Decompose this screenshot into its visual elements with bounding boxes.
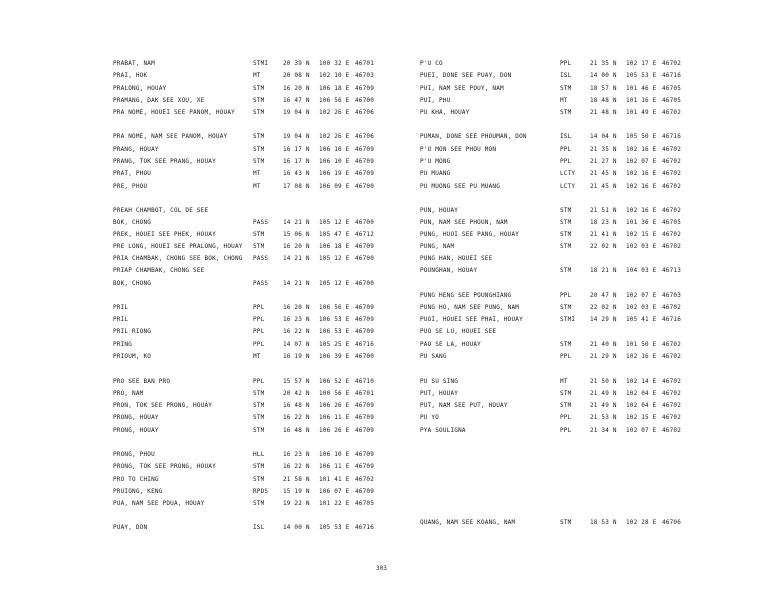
map-code: 46709 <box>355 304 375 311</box>
longitude: 106 11 E <box>319 414 350 421</box>
entry-name: PUEI, DONE SEE PUAY, DON <box>420 72 512 79</box>
map-code: 46702 <box>662 158 682 165</box>
feature-designation: STM <box>253 109 265 116</box>
longitude: 102 17 E <box>626 60 657 67</box>
feature-designation: STM <box>560 207 572 214</box>
latitude: 21 45 N <box>590 170 617 177</box>
map-code: 46702 <box>662 146 682 153</box>
map-code: 46709 <box>355 170 375 177</box>
map-code: 46700 <box>355 183 375 190</box>
latitude: 16 20 N <box>283 304 310 311</box>
entry-name: PUT, NAM SEE PUT, HOUAY <box>420 402 508 409</box>
latitude: 18 23 N <box>590 219 617 226</box>
latitude: 21 35 N <box>590 60 617 67</box>
longitude: 106 53 E <box>319 328 350 335</box>
longitude: 105 47 E <box>319 231 350 238</box>
latitude: 21 29 N <box>590 353 617 360</box>
longitude: 102 15 E <box>626 414 657 421</box>
map-code: 46716 <box>662 72 682 79</box>
latitude: 21 34 N <box>590 427 617 434</box>
entry-name: PRIA CHAMBAK, CHONG SEE BOK, CHONG <box>113 255 243 262</box>
feature-designation: STMI <box>560 316 576 323</box>
latitude: 16 23 N <box>283 316 310 323</box>
latitude: 20 39 N <box>283 60 310 67</box>
map-code: 46716 <box>662 316 682 323</box>
longitude: 102 07 E <box>626 427 657 434</box>
map-code: 46706 <box>355 109 375 116</box>
entry-name: PRAI, HOK <box>113 72 148 79</box>
feature-designation: STM <box>253 427 265 434</box>
map-code: 46709 <box>355 146 375 153</box>
map-code: 46702 <box>662 304 682 311</box>
feature-designation: STM <box>560 243 572 250</box>
latitude: 16 17 N <box>283 146 310 153</box>
entry-name: PUNG HAN, HOUEI SEE <box>420 255 493 262</box>
feature-designation: PPL <box>560 292 572 299</box>
map-code: 46716 <box>662 133 682 140</box>
longitude: 102 07 E <box>626 292 657 299</box>
longitude: 106 07 E <box>319 488 350 495</box>
entry-name: QUANG, NAM SEE KOANG, NAM <box>420 519 516 526</box>
longitude: 106 56 E <box>319 304 350 311</box>
entry-name: PREK, HOUEI SEE PHEK, HOUAY <box>113 231 216 238</box>
longitude: 105 12 E <box>319 219 350 226</box>
map-code: 46709 <box>355 328 375 335</box>
feature-designation: STM <box>253 500 265 507</box>
entry-name: PRIL RIONG <box>113 328 152 335</box>
feature-designation: STM <box>560 390 572 397</box>
latitude: 21 49 N <box>590 402 617 409</box>
latitude: 16 48 N <box>283 402 310 409</box>
entry-name: PYA SOULIGNA <box>420 427 466 434</box>
map-code: 46705 <box>355 500 375 507</box>
map-code: 46702 <box>662 427 682 434</box>
feature-designation: PPL <box>253 341 265 348</box>
entry-name: P'U MON SEE PHOU MON <box>420 146 497 153</box>
entry-name: PUI, NAM SEE POUY, NAM <box>420 85 504 92</box>
feature-designation: STM <box>253 146 265 153</box>
map-code: 46709 <box>355 402 375 409</box>
entry-name: PUNG, NAM <box>420 243 455 250</box>
latitude: 16 22 N <box>283 414 310 421</box>
latitude: 16 48 N <box>283 427 310 434</box>
map-code: 46700 <box>355 280 375 287</box>
latitude: 17 08 N <box>283 183 310 190</box>
latitude: 21 45 N <box>590 183 617 190</box>
latitude: 14 04 N <box>590 133 617 140</box>
entry-name: PRONG, PHOU <box>113 451 155 458</box>
entry-name: PRON, TOK SEE PRONG, HOUAY <box>113 402 213 409</box>
feature-designation: PASS <box>253 219 269 226</box>
feature-designation: STM <box>253 390 265 397</box>
entry-name: PRAT, PHOU <box>113 170 152 177</box>
longitude: 105 53 E <box>626 72 657 79</box>
feature-designation: PPL <box>253 378 265 385</box>
longitude: 102 16 E <box>626 183 657 190</box>
entry-name: PRO, NAM <box>113 390 144 397</box>
latitude: 16 22 N <box>283 328 310 335</box>
map-code: 46709 <box>355 85 375 92</box>
map-code: 46710 <box>355 378 375 385</box>
map-code: 46713 <box>662 267 682 274</box>
feature-designation: PPL <box>560 146 572 153</box>
longitude: 102 16 E <box>626 353 657 360</box>
entry-name: BOK, CHONG <box>113 219 152 226</box>
latitude: 20 08 N <box>283 72 310 79</box>
entry-name: PRABAT, NAM <box>113 60 155 67</box>
feature-designation: STM <box>253 97 265 104</box>
feature-designation: STM <box>253 414 265 421</box>
entry-name: BOK, CHONG <box>113 280 152 287</box>
longitude: 102 07 E <box>626 158 657 165</box>
map-code: 46705 <box>662 97 682 104</box>
latitude: 16 22 N <box>283 463 310 470</box>
map-code: 46702 <box>662 402 682 409</box>
latitude: 14 21 N <box>283 280 310 287</box>
longitude: 102 16 E <box>626 207 657 214</box>
entry-name: PAO SE LA, HOUAY <box>420 341 481 348</box>
entry-name: PUMAN, DONE SEE PHOUMAN, DON <box>420 133 527 140</box>
latitude: 14 07 N <box>283 341 310 348</box>
latitude: 14 29 N <box>590 316 617 323</box>
longitude: 106 10 E <box>319 451 350 458</box>
latitude: 14 00 N <box>590 72 617 79</box>
latitude: 14 21 N <box>283 219 310 226</box>
longitude: 105 25 E <box>319 341 350 348</box>
map-code: 46702 <box>662 109 682 116</box>
longitude: 105 41 E <box>626 316 657 323</box>
feature-designation: STM <box>253 476 265 483</box>
longitude: 102 15 E <box>626 231 657 238</box>
entry-name: PRA NOME, NAM SEE PANOM, HOUAY <box>113 133 228 140</box>
entry-name: PRIL <box>113 304 129 311</box>
longitude: 102 16 E <box>626 170 657 177</box>
entry-name: PU SANG <box>420 353 447 360</box>
longitude: 106 09 E <box>319 183 350 190</box>
latitude: 21 49 N <box>590 390 617 397</box>
latitude: 21 35 N <box>590 146 617 153</box>
longitude: 105 50 E <box>626 133 657 140</box>
feature-designation: PPL <box>560 158 572 165</box>
latitude: 16 20 N <box>283 243 310 250</box>
longitude: 101 41 E <box>319 476 350 483</box>
feature-designation: STM <box>560 219 572 226</box>
feature-designation: PPL <box>253 328 265 335</box>
map-code: 46701 <box>355 60 375 67</box>
feature-designation: MT <box>253 353 261 360</box>
map-code: 46709 <box>355 488 375 495</box>
entry-name: PRAMANG, DAK SEE XOU, XE <box>113 97 205 104</box>
longitude: 102 14 E <box>626 378 657 385</box>
map-code: 46709 <box>355 414 375 421</box>
map-code: 46712 <box>355 231 375 238</box>
feature-designation: STM <box>253 463 265 470</box>
latitude: 15 06 N <box>283 231 310 238</box>
entry-name: PRIOUM, KO <box>113 353 152 360</box>
feature-designation: PPL <box>560 427 572 434</box>
map-code: 46702 <box>662 170 682 177</box>
entry-name: P'U CO <box>420 60 443 67</box>
entry-name: PUO SE LU, HOUEI SEE <box>420 328 497 335</box>
latitude: 16 20 N <box>283 85 310 92</box>
feature-designation: MT <box>560 378 568 385</box>
feature-designation: STM <box>253 243 265 250</box>
map-code: 46705 <box>662 219 682 226</box>
longitude: 100 56 E <box>319 390 350 397</box>
entry-name: PRONG, HOUAY <box>113 414 159 421</box>
longitude: 101 16 E <box>626 97 657 104</box>
feature-designation: STM <box>253 133 265 140</box>
longitude: 102 16 E <box>626 146 657 153</box>
map-code: 46706 <box>355 133 375 140</box>
entry-name: PU MUONG SEE PU MUANG <box>420 183 501 190</box>
entry-name: POUNGHAN, HOUAY <box>420 267 478 274</box>
entry-name: PRE, PHOU <box>113 183 148 190</box>
latitude: 15 19 N <box>283 488 310 495</box>
latitude: 14 00 N <box>283 524 310 531</box>
feature-designation: PPL <box>560 353 572 360</box>
map-code: 46700 <box>355 353 375 360</box>
entry-name: PRANG, TOK SEE PRANG, HOUAY <box>113 158 216 165</box>
latitude: 20 42 N <box>283 390 310 397</box>
entry-name: PUN, HOUAY <box>420 207 459 214</box>
longitude: 106 11 E <box>319 463 350 470</box>
longitude: 106 10 E <box>319 158 350 165</box>
feature-designation: PPL <box>253 304 265 311</box>
entry-name: PRO SEE BAN PRO <box>113 378 171 385</box>
longitude: 101 36 E <box>626 219 657 226</box>
map-code: 46702 <box>662 390 682 397</box>
feature-designation: MT <box>253 72 261 79</box>
page-number: 303 <box>376 565 387 572</box>
entry-name: PRE LONG, HOUEI SEE PRALONG, HOUAY <box>113 243 243 250</box>
latitude: 18 21 N <box>590 267 617 274</box>
map-code: 46709 <box>355 158 375 165</box>
entry-name: PRO TO CHING <box>113 476 159 483</box>
latitude: 21 50 N <box>590 378 617 385</box>
feature-designation: MT <box>253 183 261 190</box>
entry-name: PUNG HO, NAM SEE PUNG, NAM <box>420 304 520 311</box>
entry-name: PU MUANG <box>420 170 451 177</box>
latitude: 18 53 N <box>590 519 617 526</box>
entry-name: PRUIONG, KENG <box>113 488 163 495</box>
latitude: 21 41 N <box>590 231 617 238</box>
feature-designation: STM <box>560 519 572 526</box>
latitude: 16 19 N <box>283 353 310 360</box>
map-code: 46709 <box>355 316 375 323</box>
map-code: 46703 <box>662 292 682 299</box>
longitude: 105 12 E <box>319 255 350 262</box>
latitude: 18 57 N <box>590 85 617 92</box>
entry-name: PUI, PHU <box>420 97 451 104</box>
map-code: 46702 <box>662 183 682 190</box>
latitude: 21 58 N <box>283 476 310 483</box>
latitude: 21 53 N <box>590 414 617 421</box>
feature-designation: STM <box>560 85 572 92</box>
longitude: 102 04 E <box>626 390 657 397</box>
feature-designation: STM <box>560 402 572 409</box>
map-code: 46701 <box>355 390 375 397</box>
longitude: 102 03 E <box>626 243 657 250</box>
map-code: 46702 <box>662 243 682 250</box>
entry-name: PU SU SING <box>420 378 459 385</box>
latitude: 16 47 N <box>283 97 310 104</box>
feature-designation: PASS <box>253 255 269 262</box>
longitude: 106 39 E <box>319 353 350 360</box>
longitude: 102 10 E <box>319 72 350 79</box>
feature-designation: STM <box>253 231 265 238</box>
map-code: 46705 <box>662 85 682 92</box>
entry-name: PREAH CHAMBOT, COL DE SEE <box>113 207 209 214</box>
longitude: 101 50 E <box>626 341 657 348</box>
feature-designation: LCTY <box>560 183 576 190</box>
longitude: 106 19 E <box>319 170 350 177</box>
longitude: 101 46 E <box>626 85 657 92</box>
map-code: 46702 <box>662 353 682 360</box>
longitude: 105 53 E <box>319 524 350 531</box>
latitude: 16 23 N <box>283 451 310 458</box>
latitude: 22 02 N <box>590 243 617 250</box>
longitude: 106 52 E <box>319 378 350 385</box>
feature-designation: LCTY <box>560 170 576 177</box>
map-code: 46702 <box>662 60 682 67</box>
longitude: 102 04 E <box>626 402 657 409</box>
entry-name: PUNG, HUOI SEE PANG, HOUAY <box>420 231 520 238</box>
map-code: 46700 <box>355 255 375 262</box>
latitude: 21 51 N <box>590 207 617 214</box>
map-code: 46702 <box>355 476 375 483</box>
longitude: 102 26 E <box>319 133 350 140</box>
latitude: 19 22 N <box>283 500 310 507</box>
entry-name: PUNG HENG SEE POUNGHIANG <box>420 292 512 299</box>
longitude: 106 26 E <box>319 427 350 434</box>
feature-designation: STM <box>560 109 572 116</box>
feature-designation: ISL <box>253 524 265 531</box>
longitude: 106 26 E <box>319 402 350 409</box>
longitude: 102 03 E <box>626 304 657 311</box>
map-code: 46709 <box>355 243 375 250</box>
feature-designation: STM <box>253 85 265 92</box>
latitude: 18 48 N <box>590 97 617 104</box>
entry-name: PUA, NAM SEE PDUA, HOUAY <box>113 500 205 507</box>
entry-name: PRANG, HOUAY <box>113 146 159 153</box>
entry-name: PU KHA, HOUAY <box>420 109 470 116</box>
feature-designation: ISL <box>560 133 572 140</box>
map-code: 46702 <box>662 231 682 238</box>
longitude: 106 18 E <box>319 243 350 250</box>
map-code: 46716 <box>355 341 375 348</box>
map-code: 46700 <box>355 219 375 226</box>
map-code: 46706 <box>662 519 682 526</box>
map-code: 46702 <box>662 414 682 421</box>
longitude: 104 03 E <box>626 267 657 274</box>
latitude: 14 21 N <box>283 255 310 262</box>
map-code: 46709 <box>355 427 375 434</box>
latitude: 21 27 N <box>590 158 617 165</box>
entry-name: PUN, NAM SEE PHOUN, NAM <box>420 219 508 226</box>
longitude: 102 26 E <box>319 109 350 116</box>
feature-designation: PPL <box>253 316 265 323</box>
feature-designation: STM <box>560 304 572 311</box>
feature-designation: HLL <box>253 451 265 458</box>
entry-name: PU YO <box>420 414 440 421</box>
map-code: 46709 <box>355 451 375 458</box>
longitude: 106 10 E <box>319 146 350 153</box>
longitude: 102 28 E <box>626 519 657 526</box>
map-code: 46700 <box>355 97 375 104</box>
entry-name: PRIAP CHAMBAK, CHONG SEE <box>113 267 205 274</box>
feature-designation: STM <box>560 341 572 348</box>
entry-name: PUOI, HOUEI SEE PHAI, HOUAY <box>420 316 523 323</box>
entry-name: PUT, HOUAY <box>420 390 459 397</box>
latitude: 19 04 N <box>283 133 310 140</box>
feature-designation: STM <box>560 231 572 238</box>
latitude: 16 43 N <box>283 170 310 177</box>
entry-name: P'U MONG <box>420 158 451 165</box>
entry-name: PRING <box>113 341 133 348</box>
longitude: 100 32 E <box>319 60 350 67</box>
longitude: 106 18 E <box>319 85 350 92</box>
map-code: 46703 <box>355 72 375 79</box>
longitude: 106 53 E <box>319 316 350 323</box>
map-code: 46702 <box>662 207 682 214</box>
feature-designation: ISL <box>560 72 572 79</box>
feature-designation: PPL <box>560 414 572 421</box>
feature-designation: STM <box>253 402 265 409</box>
longitude: 106 56 E <box>319 97 350 104</box>
map-code: 46702 <box>662 341 682 348</box>
longitude: 101 22 E <box>319 500 350 507</box>
entry-name: PRALONG, HOUAY <box>113 85 167 92</box>
latitude: 20 47 N <box>590 292 617 299</box>
feature-designation: STMI <box>253 60 269 67</box>
entry-name: PRONG, HOUAY <box>113 427 159 434</box>
latitude: 21 48 N <box>590 109 617 116</box>
feature-designation: RPDS <box>253 488 269 495</box>
latitude: 16 17 N <box>283 158 310 165</box>
feature-designation: MT <box>253 170 261 177</box>
entry-name: PUAY, DON <box>113 524 148 531</box>
feature-designation: STM <box>253 158 265 165</box>
map-code: 46716 <box>355 524 375 531</box>
map-code: 46702 <box>662 378 682 385</box>
feature-designation: STM <box>560 267 572 274</box>
latitude: 21 40 N <box>590 341 617 348</box>
longitude: 105 12 E <box>319 280 350 287</box>
entry-name: PRA NOME, HOUEI SEE PANOM, HOUAY <box>113 109 235 116</box>
latitude: 22 02 N <box>590 304 617 311</box>
entry-name: PRONG, TOK SEE PRONG, HOUAY <box>113 463 216 470</box>
feature-designation: PPL <box>560 60 572 67</box>
latitude: 19 04 N <box>283 109 310 116</box>
feature-designation: MT <box>560 97 568 104</box>
entry-name: PRIL <box>113 316 129 323</box>
latitude: 15 57 N <box>283 378 310 385</box>
longitude: 101 49 E <box>626 109 657 116</box>
map-code: 46709 <box>355 463 375 470</box>
feature-designation: PASS <box>253 280 269 287</box>
